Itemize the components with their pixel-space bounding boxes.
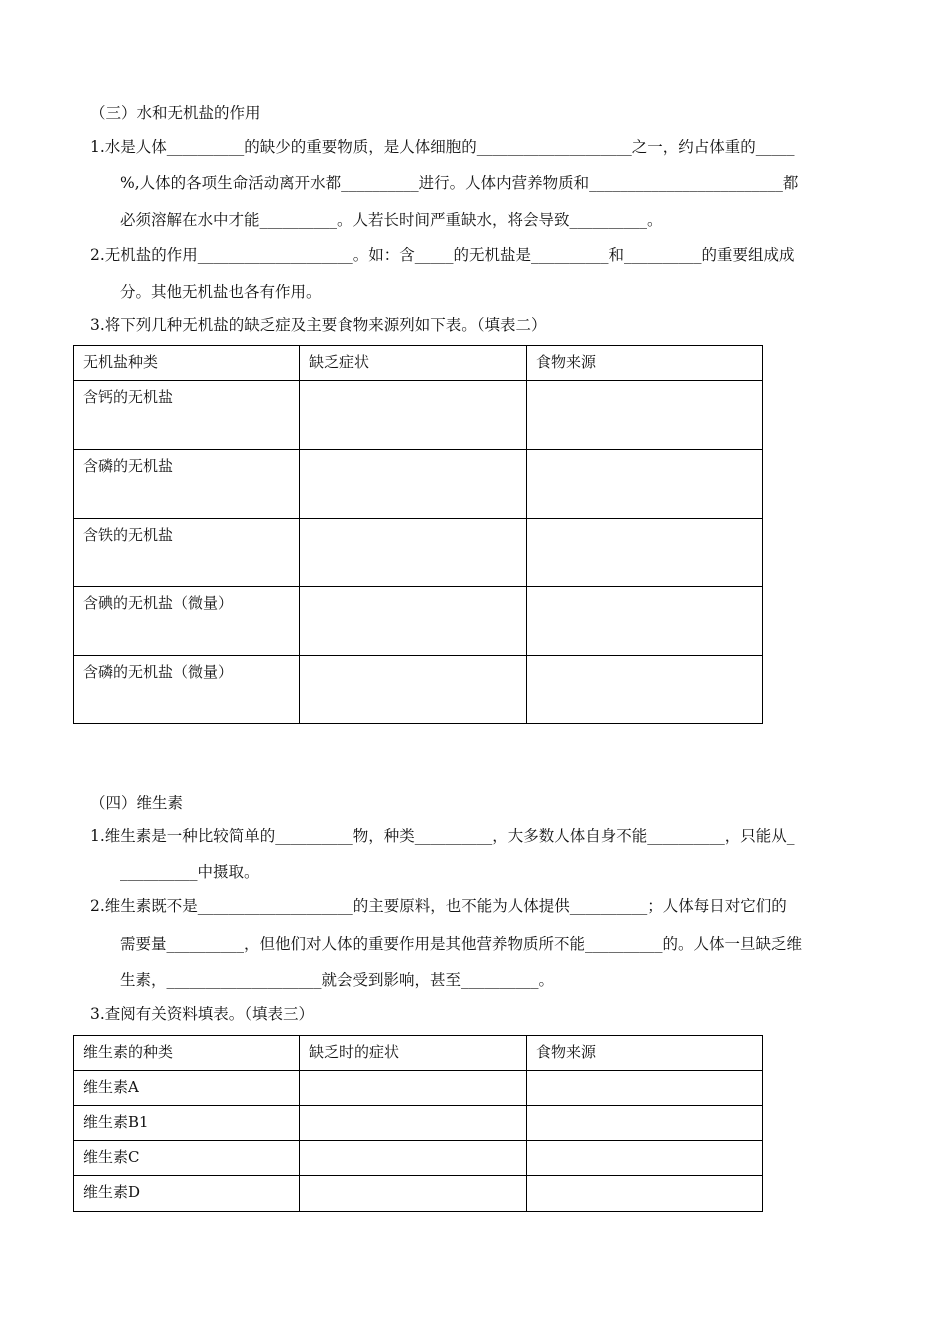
table-row bbox=[74, 381, 763, 450]
table-cell[interactable] bbox=[300, 1071, 527, 1106]
s3-question-1-line-2: %,人体的各项生命活动离开水都__________进行。人体内营养物质和_________________________都 bbox=[120, 174, 799, 192]
table-cell[interactable] bbox=[527, 381, 763, 450]
table-cell: 维生素A bbox=[74, 1071, 300, 1106]
s3-question-1-line-1: 1.水是人体__________的缺少的重要物质，是人体细胞的____________________之一，约占体重的_____ bbox=[90, 138, 795, 156]
table-header-row bbox=[74, 1036, 763, 1071]
table-row bbox=[74, 587, 763, 656]
s3-question-2-line-1: 2.无机盐的作用____________________。如：含_____的无机盐是__________和__________的重要组成成 bbox=[90, 246, 795, 264]
table-cell[interactable] bbox=[300, 587, 527, 656]
table-cell[interactable] bbox=[300, 1176, 527, 1212]
s4-question-1-line-1: 1.维生素是一种比较简单的__________物，种类__________，大多数人体自身不能__________，只能从_ bbox=[90, 827, 795, 845]
table-cell: 含磷的无机盐（微量） bbox=[74, 656, 300, 724]
table-cell[interactable] bbox=[527, 1141, 763, 1176]
table-cell: 含钙的无机盐 bbox=[74, 381, 300, 450]
table-cell: 维生素B1 bbox=[74, 1106, 300, 1141]
s4-question-2-line-3: 生素，____________________就会受到影响，甚至__________。 bbox=[120, 971, 555, 989]
s4-question-2-line-1: 2.维生素既不是____________________的主要原料，也不能为人体提供__________；人体每日对它们的 bbox=[90, 897, 787, 915]
table-row bbox=[74, 1176, 763, 1212]
table-cell[interactable] bbox=[527, 587, 763, 656]
table-cell[interactable] bbox=[527, 519, 763, 587]
table-row bbox=[74, 450, 763, 519]
s3-question-3: 3.将下列几种无机盐的缺乏症及主要食物来源列如下表。（填表二） bbox=[90, 316, 547, 334]
table-cell: 含铁的无机盐 bbox=[74, 519, 300, 587]
s4-question-3: 3.查阅有关资料填表。（填表三） bbox=[90, 1005, 315, 1023]
table-cell[interactable] bbox=[527, 1071, 763, 1106]
header-cell: 食物来源 bbox=[527, 346, 763, 381]
table-cell[interactable] bbox=[300, 519, 527, 587]
table-cell[interactable] bbox=[300, 1141, 527, 1176]
table-row bbox=[74, 1071, 763, 1106]
header-cell: 无机盐种类 bbox=[74, 346, 300, 381]
table-cell[interactable] bbox=[527, 450, 763, 519]
header-cell: 食物来源 bbox=[527, 1036, 763, 1071]
table-header-row bbox=[74, 346, 763, 381]
table-cell: 维生素D bbox=[74, 1176, 300, 1212]
table-row bbox=[74, 1106, 763, 1141]
s3-question-1-line-3: 必须溶解在水中才能__________。人若长时间严重缺水，将会导致__________。 bbox=[120, 211, 663, 229]
table-cell[interactable] bbox=[527, 1176, 763, 1212]
section-4-heading: （四）维生素 bbox=[90, 794, 184, 812]
s4-question-1-line-2: __________中摄取。 bbox=[120, 863, 260, 881]
table-3 bbox=[73, 1035, 763, 1212]
table-cell: 维生素C bbox=[74, 1141, 300, 1176]
section-3-heading: （三）水和无机盐的作用 bbox=[90, 104, 261, 122]
s3-question-2-line-2: 分。其他无机盐也各有作用。 bbox=[120, 283, 322, 301]
table-row bbox=[74, 519, 763, 587]
table-cell: 含碘的无机盐（微量） bbox=[74, 587, 300, 656]
table-cell[interactable] bbox=[300, 381, 527, 450]
header-cell: 缺乏时的症状 bbox=[300, 1036, 527, 1071]
table-cell: 含磷的无机盐 bbox=[74, 450, 300, 519]
table-cell[interactable] bbox=[300, 656, 527, 724]
header-cell: 维生素的种类 bbox=[74, 1036, 300, 1071]
table-row bbox=[74, 656, 763, 724]
table-row bbox=[74, 1141, 763, 1176]
table-cell[interactable] bbox=[300, 450, 527, 519]
s4-question-2-line-2: 需要量__________，但他们对人体的重要作用是其他营养物质所不能__________的。人体一旦缺乏维 bbox=[120, 935, 803, 953]
table-cell[interactable] bbox=[527, 656, 763, 724]
table-cell[interactable] bbox=[300, 1106, 527, 1141]
table-2 bbox=[73, 345, 763, 724]
header-cell: 缺乏症状 bbox=[300, 346, 527, 381]
table-cell[interactable] bbox=[527, 1106, 763, 1141]
